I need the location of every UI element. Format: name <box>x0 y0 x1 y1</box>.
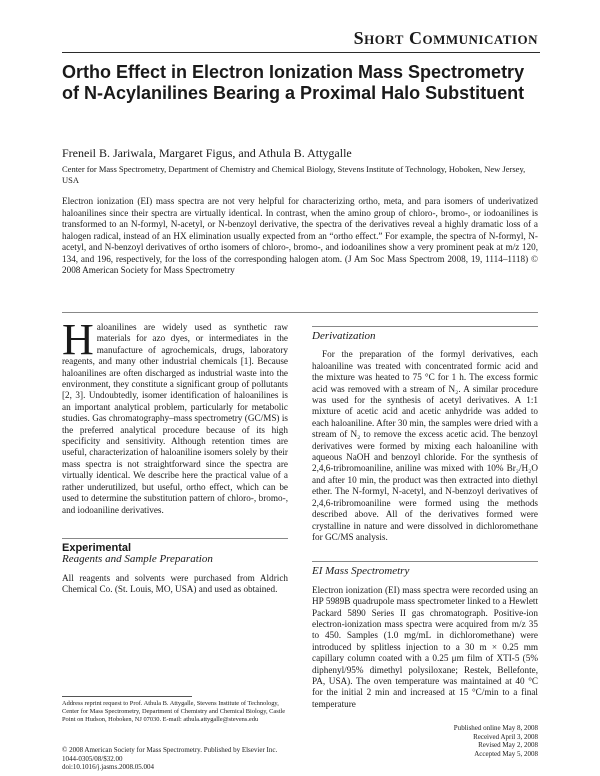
reagents-text: All reagents and solvents were purchased from Aldrich Chemical Co. (St. Louis, MO, USA) and used as obtained. <box>62 572 288 595</box>
affiliation: Center for Mass Spectrometry, Department of Chemistry and Chemical Biology, Stevens Institute of Technology, Hoboken, New Jersey, USA <box>62 164 526 185</box>
intro-paragraph <box>62 315 288 516</box>
section-rule <box>312 561 538 562</box>
left-column <box>62 315 288 596</box>
doi: doi:10.1016/j.jasms.2008.05.004 <box>62 763 154 771</box>
header-rule <box>62 52 540 53</box>
article-title: Ortho Effect in Electron Ionization Mass Spectrometry of N-Acylanilines Bearing a Proximal Halo Substituent <box>62 62 525 103</box>
received-date: Received April 3, 2008 <box>473 732 538 741</box>
derivatization-text: For the preparation of the formyl derivatives, each haloaniline was treated with concentrated formic acid and the mixture was heated to 75 °C for 1 h. The excess formic acid was removed with a stream of N₂. A similar procedure was used for the synthesis of acetyl derivatives. A 1:1 mixture of acetic acid and acetic anhydride was added to each haloaniline. After 30 min, the samples were dried with a stream of N₂ to remove the excess acetic acid. The benzoyl derivatives were formed by mixing each haloaniline with aqueous NaOH and benzoyl chloride. For the synthesis of 2,4,6-tribromoaniline, aniline was mixed with 10% Br₂/H₂O and after 10 min, the product was then extracted into diethyl ether. The N-formyl, N-acetyl, and N-benzoyl derivatives of 2,4,6-tribromoaniline were formed using the methods described above. All of the derivatives formed were crystalline in nature and were dissolved in dichloromethane for GC/MS analysis. <box>312 349 538 542</box>
footnote: Address reprint request to Prof. Athula B. Attygalle, Stevens Institute of Technology, Center for Mass Spectrometry, Department of Chemistry and Chemical Biology, Castle Point on Hudson, Hoboken, NJ 07030. E-mail: athula.attygalle@stevens.edu <box>62 700 286 724</box>
copyright: © 2008 American Society for Mass Spectrometry. Published by Elsevier Inc. <box>62 746 278 754</box>
publication-info <box>62 746 277 772</box>
section-rule <box>62 538 288 539</box>
reagents-subheading: Reagents and Sample Preparation <box>62 553 213 566</box>
article-dates <box>454 724 538 758</box>
intro-text: aloanilines are widely used as synthetic raw materials for azo dyes, or intermediates in the manufacture of agrochemicals, drugs, laboratory reagents, and many other industrial chemicals [1]. Because haloanilines are often discharged as industrial waste into the environment, they constitute a significant group of pollutants [2, 3]. Undoubtedly, isomer identification of haloanilines is an important analytical problem, particularly for metabolic studies. Gas chromatography–mass spectrometry (GC/MS) is the preferred analytical procedure because of its high specificity and sensitivity. Although retention times are useful, characterization of haloaniline isomers solely by their mass spectra is not straightforward since the spectra are virtually identical. We describe here the practical value of a rather underutilized, but useful, ortho effect, which can be used to determine the substitution pattern of chloro-, bromo-, and iodoaniline derivatives. <box>62 322 288 515</box>
issn: 1044-0305/08/$32.00 <box>62 754 123 763</box>
abstract-rule <box>62 312 538 313</box>
footnote-rule <box>62 696 192 697</box>
experimental-heading: Experimental <box>62 541 132 554</box>
abstract: Electron ionization (EI) mass spectra are not very helpful for characterizing ortho, meta, and para isomers of underivatized haloanilines since their spectra are virtually identical. In contrast, when the amino group of chloro-, bromo-, or iodoanilines is transformed to an N-formyl, N-acetyl, or N-benzoyl derivative, the spectra of the derivatives reveal a highly dramatic loss of a halogen radical, instead of an HX elimination usually expected from an “ortho effect.” For example, the spectra of N-formyl, N-acetyl, and N-benzoyl derivatives of ortho isomers of chloro-, bromo-, and iodoanilines show a very prominent peak at m/z 120, 134, and 196, respectively, for the loss of the corresponding halogen atom. (J Am Soc Mass Spectrom 2008, 19, 1114–1118) © 2008 American Society for Mass Spectrometry <box>62 196 538 275</box>
derivatization-heading: Derivatization <box>312 330 376 342</box>
section-rule <box>312 326 538 327</box>
ei-heading: EI Mass Spectrometry <box>312 565 410 578</box>
revised-date: Revised May 2, 2008 <box>478 741 538 749</box>
accepted-date: Accepted May 5, 2008 <box>474 749 538 758</box>
section-label: Short Communication <box>353 28 538 48</box>
drop-cap: H <box>62 315 94 364</box>
ei-text: Electron ionization (EI) mass spectra were recorded using an HP 5989B quadrupole mass spectrometer linked to a Hewlett Packard 5890 Series II gas chromatograph. Positive-ion electron-ionization mass spectra were acquired from m/z 35 to 450. Samples (1.0 mg/mL in dichloromethane) were introduced by splitless injection to a 30 m × 0.25 mm capillary column coated with a 0.25 μm film of XTI-5 (5% diphenyl/95% dimethyl polysiloxane; Restek, Bellefonte, PA, USA). The oven temperature was maintained at 40 °C for the initial 2 min and increased at 15 °C/min to a final temperature <box>312 584 538 709</box>
right-column <box>312 322 538 710</box>
published-online: Published online May 8, 2008 <box>453 724 538 732</box>
authors: Freneil B. Jariwala, Margaret Figus, and Athula B. Attygalle <box>62 146 352 160</box>
